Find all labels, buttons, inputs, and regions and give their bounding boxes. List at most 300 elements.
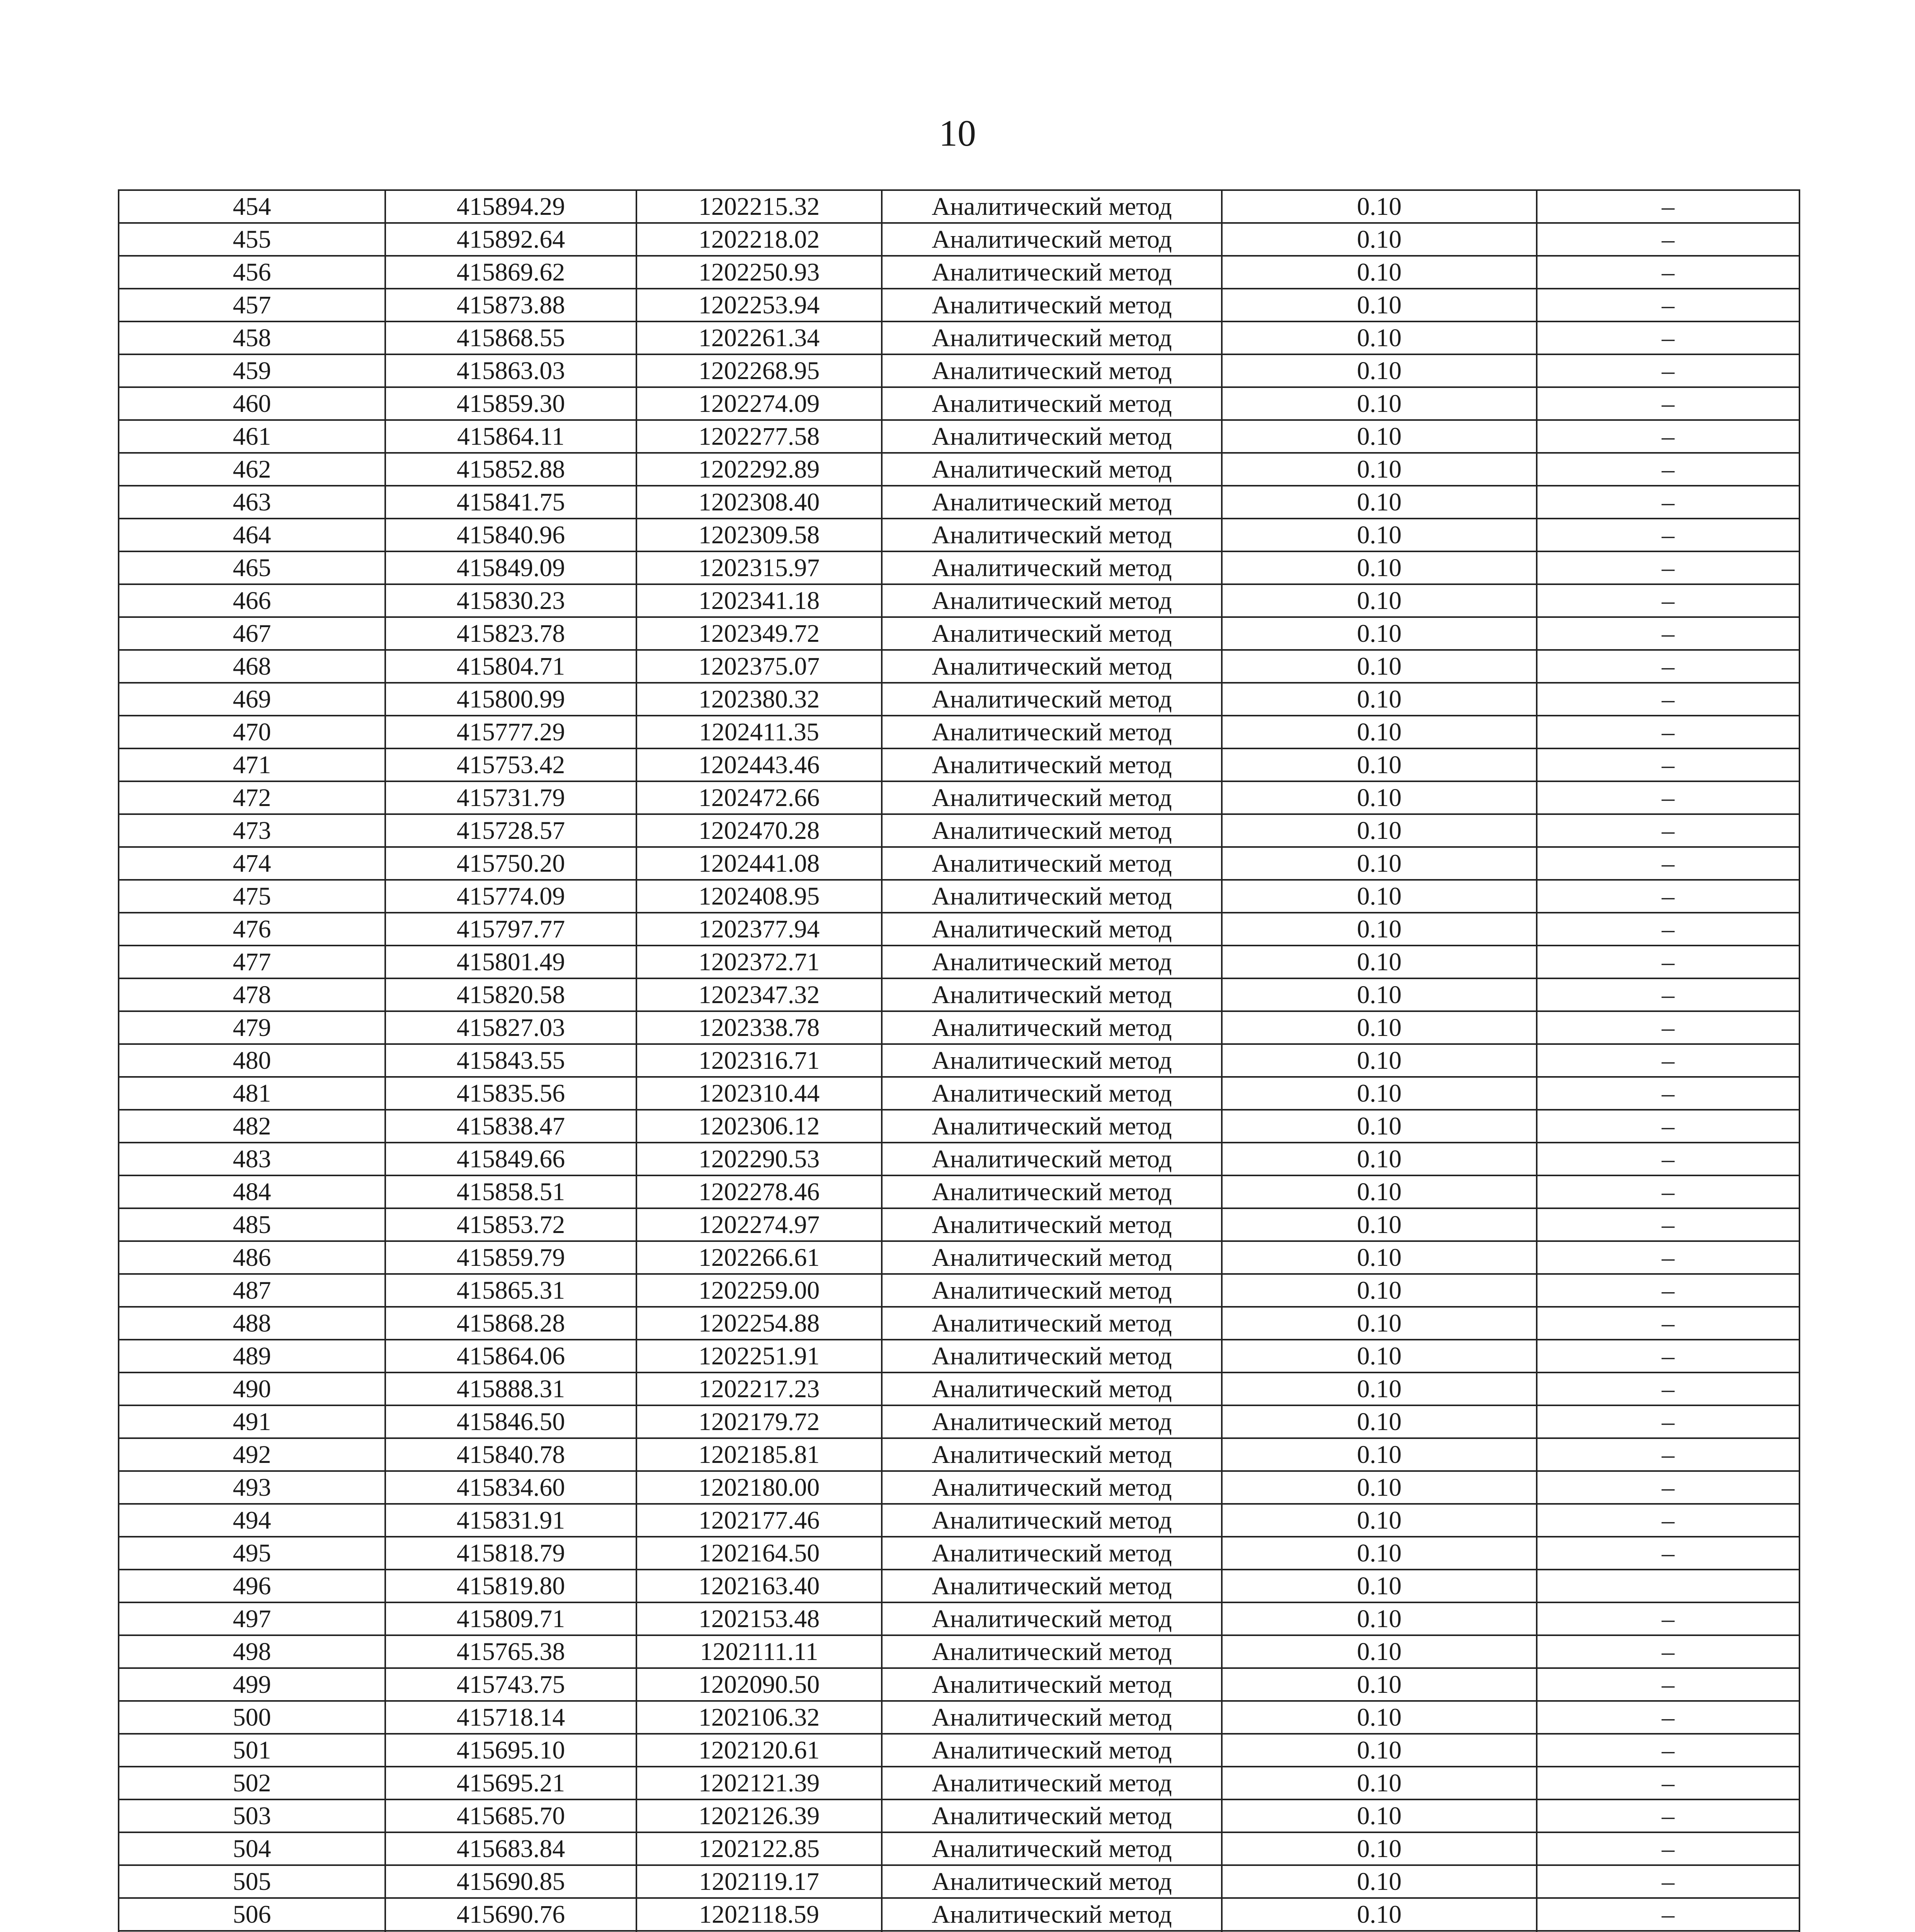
y-coordinate-cell: 1202251.91 [636, 1340, 882, 1372]
method-cell: Аналитический метод [882, 1898, 1222, 1931]
table-row [119, 1799, 1799, 1832]
method-cell: Аналитический метод [882, 1011, 1222, 1044]
accuracy-cell: 0.10 [1222, 453, 1537, 486]
y-coordinate-cell: 1202278.46 [636, 1175, 882, 1208]
note-cell: – [1537, 551, 1799, 584]
accuracy-cell: 0.10 [1222, 880, 1537, 913]
point-number-cell: 484 [119, 1175, 385, 1208]
accuracy-cell: 0.10 [1222, 978, 1537, 1011]
method-cell: Аналитический метод [882, 1208, 1222, 1241]
x-coordinate-cell: 415868.28 [385, 1307, 636, 1340]
table-row [119, 1865, 1799, 1898]
note-cell: – [1537, 716, 1799, 748]
table-row [119, 1471, 1799, 1504]
table-row [119, 1438, 1799, 1471]
method-cell: Аналитический метод [882, 1438, 1222, 1471]
accuracy-cell: 0.10 [1222, 1077, 1537, 1110]
note-cell: – [1537, 1044, 1799, 1077]
method-cell: Аналитический метод [882, 321, 1222, 354]
x-coordinate-cell: 415820.58 [385, 978, 636, 1011]
note-cell: – [1537, 387, 1799, 420]
y-coordinate-cell: 1202111.11 [636, 1635, 882, 1668]
point-number-cell: 489 [119, 1340, 385, 1372]
method-cell: Аналитический метод [882, 420, 1222, 453]
coordinates-table [118, 189, 1800, 1932]
table-row [119, 1898, 1799, 1931]
point-number-cell: 456 [119, 256, 385, 289]
method-cell: Аналитический метод [882, 453, 1222, 486]
table-row [119, 650, 1799, 683]
x-coordinate-cell: 415843.55 [385, 1044, 636, 1077]
y-coordinate-cell: 1202380.32 [636, 683, 882, 716]
method-cell: Аналитический метод [882, 1504, 1222, 1537]
method-cell: Аналитический метод [882, 519, 1222, 551]
table-row [119, 1175, 1799, 1208]
point-number-cell: 466 [119, 584, 385, 617]
x-coordinate-cell: 415801.49 [385, 946, 636, 978]
point-number-cell: 496 [119, 1570, 385, 1602]
point-number-cell: 465 [119, 551, 385, 584]
point-number-cell: 475 [119, 880, 385, 913]
point-number-cell: 488 [119, 1307, 385, 1340]
y-coordinate-cell: 1202177.46 [636, 1504, 882, 1537]
point-number-cell: 480 [119, 1044, 385, 1077]
point-number-cell: 468 [119, 650, 385, 683]
method-cell: Аналитический метод [882, 1077, 1222, 1110]
table-row [119, 190, 1799, 223]
x-coordinate-cell: 415859.30 [385, 387, 636, 420]
point-number-cell: 460 [119, 387, 385, 420]
table-row [119, 289, 1799, 321]
method-cell: Аналитический метод [882, 190, 1222, 223]
table-row [119, 683, 1799, 716]
y-coordinate-cell: 1202441.08 [636, 847, 882, 880]
note-cell: – [1537, 978, 1799, 1011]
accuracy-cell: 0.10 [1222, 1143, 1537, 1175]
x-coordinate-cell: 415838.47 [385, 1110, 636, 1143]
point-number-cell: 485 [119, 1208, 385, 1241]
note-cell: – [1537, 1799, 1799, 1832]
note-cell: – [1537, 880, 1799, 913]
accuracy-cell: 0.10 [1222, 190, 1537, 223]
point-number-cell: 500 [119, 1701, 385, 1734]
note-cell: – [1537, 781, 1799, 814]
table-row [119, 1635, 1799, 1668]
x-coordinate-cell: 415840.96 [385, 519, 636, 551]
point-number-cell: 493 [119, 1471, 385, 1504]
method-cell: Аналитический метод [882, 781, 1222, 814]
accuracy-cell: 0.10 [1222, 1471, 1537, 1504]
point-number-cell: 482 [119, 1110, 385, 1143]
note-cell: – [1537, 1668, 1799, 1701]
x-coordinate-cell: 415809.71 [385, 1602, 636, 1635]
point-number-cell: 464 [119, 519, 385, 551]
point-number-cell: 458 [119, 321, 385, 354]
point-number-cell: 504 [119, 1832, 385, 1865]
accuracy-cell: 0.10 [1222, 289, 1537, 321]
note-cell: – [1537, 190, 1799, 223]
note-cell: – [1537, 1175, 1799, 1208]
method-cell: Аналитический метод [882, 1471, 1222, 1504]
table-row [119, 453, 1799, 486]
method-cell: Аналитический метод [882, 551, 1222, 584]
x-coordinate-cell: 415864.06 [385, 1340, 636, 1372]
accuracy-cell: 0.10 [1222, 847, 1537, 880]
y-coordinate-cell: 1202106.32 [636, 1701, 882, 1734]
method-cell: Аналитический метод [882, 1865, 1222, 1898]
accuracy-cell: 0.10 [1222, 1865, 1537, 1898]
method-cell: Аналитический метод [882, 617, 1222, 650]
method-cell: Аналитический метод [882, 1274, 1222, 1307]
method-cell: Аналитический метод [882, 1668, 1222, 1701]
method-cell: Аналитический метод [882, 1044, 1222, 1077]
method-cell: Аналитический метод [882, 880, 1222, 913]
note-cell: – [1537, 913, 1799, 946]
method-cell: Аналитический метод [882, 289, 1222, 321]
y-coordinate-cell: 1202338.78 [636, 1011, 882, 1044]
accuracy-cell: 0.10 [1222, 913, 1537, 946]
method-cell: Аналитический метод [882, 748, 1222, 781]
table-row [119, 551, 1799, 584]
accuracy-cell: 0.10 [1222, 748, 1537, 781]
note-cell: – [1537, 1898, 1799, 1931]
table-row [119, 1734, 1799, 1767]
table-row [119, 1405, 1799, 1438]
table-row [119, 1143, 1799, 1175]
y-coordinate-cell: 1202121.39 [636, 1767, 882, 1799]
y-coordinate-cell: 1202316.71 [636, 1044, 882, 1077]
y-coordinate-cell: 1202163.40 [636, 1570, 882, 1602]
point-number-cell: 454 [119, 190, 385, 223]
note-cell: – [1537, 1504, 1799, 1537]
y-coordinate-cell: 1202315.97 [636, 551, 882, 584]
table-row [119, 1537, 1799, 1570]
accuracy-cell: 0.10 [1222, 716, 1537, 748]
table-row [119, 1110, 1799, 1143]
point-number-cell: 467 [119, 617, 385, 650]
point-number-cell: 491 [119, 1405, 385, 1438]
table-row [119, 1668, 1799, 1701]
method-cell: Аналитический метод [882, 978, 1222, 1011]
table-row [119, 1044, 1799, 1077]
x-coordinate-cell: 415894.29 [385, 190, 636, 223]
page-number: 10 [939, 112, 976, 154]
note-cell: – [1537, 321, 1799, 354]
note-cell: – [1537, 486, 1799, 519]
y-coordinate-cell: 1202306.12 [636, 1110, 882, 1143]
accuracy-cell: 0.10 [1222, 1241, 1537, 1274]
accuracy-cell: 0.10 [1222, 1307, 1537, 1340]
table-row [119, 1832, 1799, 1865]
y-coordinate-cell: 1202375.07 [636, 650, 882, 683]
table-row [119, 387, 1799, 420]
x-coordinate-cell: 415864.11 [385, 420, 636, 453]
note-cell [1537, 1570, 1799, 1602]
x-coordinate-cell: 415750.20 [385, 847, 636, 880]
method-cell: Аналитический метод [882, 1537, 1222, 1570]
method-cell: Аналитический метод [882, 814, 1222, 847]
note-cell: – [1537, 223, 1799, 256]
table-row [119, 1701, 1799, 1734]
note-cell: – [1537, 1208, 1799, 1241]
y-coordinate-cell: 1202215.32 [636, 190, 882, 223]
y-coordinate-cell: 1202372.71 [636, 946, 882, 978]
x-coordinate-cell: 415827.03 [385, 1011, 636, 1044]
x-coordinate-cell: 415743.75 [385, 1668, 636, 1701]
y-coordinate-cell: 1202277.58 [636, 420, 882, 453]
table-row [119, 1274, 1799, 1307]
accuracy-cell: 0.10 [1222, 1537, 1537, 1570]
point-number-cell: 499 [119, 1668, 385, 1701]
note-cell: – [1537, 1865, 1799, 1898]
y-coordinate-cell: 1202250.93 [636, 256, 882, 289]
accuracy-cell: 0.10 [1222, 946, 1537, 978]
x-coordinate-cell: 415777.29 [385, 716, 636, 748]
x-coordinate-cell: 415819.80 [385, 1570, 636, 1602]
accuracy-cell: 0.10 [1222, 1898, 1537, 1931]
point-number-cell: 481 [119, 1077, 385, 1110]
point-number-cell: 506 [119, 1898, 385, 1931]
accuracy-cell: 0.10 [1222, 1668, 1537, 1701]
y-coordinate-cell: 1202185.81 [636, 1438, 882, 1471]
x-coordinate-cell: 415830.23 [385, 584, 636, 617]
y-coordinate-cell: 1202254.88 [636, 1307, 882, 1340]
method-cell: Аналитический метод [882, 1832, 1222, 1865]
table-row [119, 913, 1799, 946]
method-cell: Аналитический метод [882, 1307, 1222, 1340]
note-cell: – [1537, 289, 1799, 321]
accuracy-cell: 0.10 [1222, 584, 1537, 617]
note-cell: – [1537, 1471, 1799, 1504]
note-cell: – [1537, 354, 1799, 387]
note-cell: – [1537, 584, 1799, 617]
method-cell: Аналитический метод [882, 1799, 1222, 1832]
point-number-cell: 463 [119, 486, 385, 519]
y-coordinate-cell: 1202126.39 [636, 1799, 882, 1832]
x-coordinate-cell: 415852.88 [385, 453, 636, 486]
accuracy-cell: 0.10 [1222, 814, 1537, 847]
y-coordinate-cell: 1202310.44 [636, 1077, 882, 1110]
x-coordinate-cell: 415846.50 [385, 1405, 636, 1438]
note-cell: – [1537, 1307, 1799, 1340]
accuracy-cell: 0.10 [1222, 617, 1537, 650]
table-row [119, 1340, 1799, 1372]
x-coordinate-cell: 415797.77 [385, 913, 636, 946]
accuracy-cell: 0.10 [1222, 1044, 1537, 1077]
y-coordinate-cell: 1202347.32 [636, 978, 882, 1011]
y-coordinate-cell: 1202261.34 [636, 321, 882, 354]
table-row [119, 420, 1799, 453]
x-coordinate-cell: 415695.10 [385, 1734, 636, 1767]
y-coordinate-cell: 1202122.85 [636, 1832, 882, 1865]
accuracy-cell: 0.10 [1222, 223, 1537, 256]
method-cell: Аналитический метод [882, 683, 1222, 716]
point-number-cell: 477 [119, 946, 385, 978]
x-coordinate-cell: 415683.84 [385, 1832, 636, 1865]
accuracy-cell: 0.10 [1222, 1011, 1537, 1044]
note-cell: – [1537, 683, 1799, 716]
point-number-cell: 486 [119, 1241, 385, 1274]
note-cell: – [1537, 1602, 1799, 1635]
accuracy-cell: 0.10 [1222, 1175, 1537, 1208]
table-row [119, 486, 1799, 519]
method-cell: Аналитический метод [882, 1635, 1222, 1668]
y-coordinate-cell: 1202259.00 [636, 1274, 882, 1307]
table-row [119, 880, 1799, 913]
x-coordinate-cell: 415892.64 [385, 223, 636, 256]
accuracy-cell: 0.10 [1222, 354, 1537, 387]
point-number-cell: 502 [119, 1767, 385, 1799]
accuracy-cell: 0.10 [1222, 650, 1537, 683]
point-number-cell: 479 [119, 1011, 385, 1044]
point-number-cell: 469 [119, 683, 385, 716]
x-coordinate-cell: 415840.78 [385, 1438, 636, 1471]
table-row [119, 584, 1799, 617]
note-cell: – [1537, 519, 1799, 551]
x-coordinate-cell: 415859.79 [385, 1241, 636, 1274]
accuracy-cell: 0.10 [1222, 1602, 1537, 1635]
y-coordinate-cell: 1202218.02 [636, 223, 882, 256]
y-coordinate-cell: 1202253.94 [636, 289, 882, 321]
x-coordinate-cell: 415835.56 [385, 1077, 636, 1110]
point-number-cell: 498 [119, 1635, 385, 1668]
y-coordinate-cell: 1202290.53 [636, 1143, 882, 1175]
method-cell: Аналитический метод [882, 946, 1222, 978]
x-coordinate-cell: 415774.09 [385, 880, 636, 913]
note-cell: – [1537, 1011, 1799, 1044]
point-number-cell: 462 [119, 453, 385, 486]
method-cell: Аналитический метод [882, 1372, 1222, 1405]
method-cell: Аналитический метод [882, 1405, 1222, 1438]
x-coordinate-cell: 415690.76 [385, 1898, 636, 1931]
y-coordinate-cell: 1202274.09 [636, 387, 882, 420]
note-cell: – [1537, 748, 1799, 781]
accuracy-cell: 0.10 [1222, 1701, 1537, 1734]
accuracy-cell: 0.10 [1222, 1635, 1537, 1668]
table-row [119, 1372, 1799, 1405]
table-row [119, 748, 1799, 781]
x-coordinate-cell: 415818.79 [385, 1537, 636, 1570]
table-row [119, 1011, 1799, 1044]
accuracy-cell: 0.10 [1222, 1734, 1537, 1767]
point-number-cell: 503 [119, 1799, 385, 1832]
note-cell: – [1537, 420, 1799, 453]
y-coordinate-cell: 1202217.23 [636, 1372, 882, 1405]
table-row [119, 354, 1799, 387]
y-coordinate-cell: 1202349.72 [636, 617, 882, 650]
point-number-cell: 472 [119, 781, 385, 814]
point-number-cell: 459 [119, 354, 385, 387]
note-cell: – [1537, 814, 1799, 847]
method-cell: Аналитический метод [882, 354, 1222, 387]
method-cell: Аналитический метод [882, 1110, 1222, 1143]
accuracy-cell: 0.10 [1222, 781, 1537, 814]
y-coordinate-cell: 1202411.35 [636, 716, 882, 748]
table-row [119, 256, 1799, 289]
y-coordinate-cell: 1202120.61 [636, 1734, 882, 1767]
note-cell: – [1537, 1241, 1799, 1274]
accuracy-cell: 0.10 [1222, 1340, 1537, 1372]
point-number-cell: 492 [119, 1438, 385, 1471]
x-coordinate-cell: 415690.85 [385, 1865, 636, 1898]
accuracy-cell: 0.10 [1222, 1767, 1537, 1799]
method-cell: Аналитический метод [882, 1767, 1222, 1799]
note-cell: – [1537, 1438, 1799, 1471]
table-row [119, 781, 1799, 814]
x-coordinate-cell: 415728.57 [385, 814, 636, 847]
point-number-cell: 471 [119, 748, 385, 781]
point-number-cell: 483 [119, 1143, 385, 1175]
note-cell: – [1537, 1832, 1799, 1865]
point-number-cell: 461 [119, 420, 385, 453]
method-cell: Аналитический метод [882, 716, 1222, 748]
point-number-cell: 505 [119, 1865, 385, 1898]
y-coordinate-cell: 1202268.95 [636, 354, 882, 387]
y-coordinate-cell: 1202443.46 [636, 748, 882, 781]
method-cell: Аналитический метод [882, 486, 1222, 519]
coordinates-table-body [119, 190, 1799, 1932]
note-cell: – [1537, 1405, 1799, 1438]
accuracy-cell: 0.10 [1222, 420, 1537, 453]
x-coordinate-cell: 415841.75 [385, 486, 636, 519]
y-coordinate-cell: 1202408.95 [636, 880, 882, 913]
x-coordinate-cell: 415849.09 [385, 551, 636, 584]
note-cell: – [1537, 256, 1799, 289]
table-row [119, 1241, 1799, 1274]
note-cell: – [1537, 1143, 1799, 1175]
y-coordinate-cell: 1202308.40 [636, 486, 882, 519]
table-row [119, 519, 1799, 551]
y-coordinate-cell: 1202090.50 [636, 1668, 882, 1701]
table-row [119, 1602, 1799, 1635]
y-coordinate-cell: 1202118.59 [636, 1898, 882, 1931]
table-row [119, 1077, 1799, 1110]
x-coordinate-cell: 415731.79 [385, 781, 636, 814]
table-row [119, 946, 1799, 978]
table-row [119, 223, 1799, 256]
method-cell: Аналитический метод [882, 1701, 1222, 1734]
accuracy-cell: 0.10 [1222, 321, 1537, 354]
method-cell: Аналитический метод [882, 913, 1222, 946]
note-cell: – [1537, 1537, 1799, 1570]
x-coordinate-cell: 415695.21 [385, 1767, 636, 1799]
note-cell: – [1537, 617, 1799, 650]
note-cell: – [1537, 1340, 1799, 1372]
point-number-cell: 497 [119, 1602, 385, 1635]
x-coordinate-cell: 415685.70 [385, 1799, 636, 1832]
y-coordinate-cell: 1202292.89 [636, 453, 882, 486]
note-cell: – [1537, 1274, 1799, 1307]
accuracy-cell: 0.10 [1222, 1799, 1537, 1832]
accuracy-cell: 0.10 [1222, 1110, 1537, 1143]
accuracy-cell: 0.10 [1222, 1570, 1537, 1602]
x-coordinate-cell: 415831.91 [385, 1504, 636, 1537]
point-number-cell: 476 [119, 913, 385, 946]
note-cell: – [1537, 650, 1799, 683]
note-cell: – [1537, 1372, 1799, 1405]
accuracy-cell: 0.10 [1222, 1208, 1537, 1241]
method-cell: Аналитический метод [882, 1570, 1222, 1602]
accuracy-cell: 0.10 [1222, 387, 1537, 420]
x-coordinate-cell: 415800.99 [385, 683, 636, 716]
table-row [119, 1504, 1799, 1537]
method-cell: Аналитический метод [882, 1734, 1222, 1767]
x-coordinate-cell: 415863.03 [385, 354, 636, 387]
note-cell: – [1537, 946, 1799, 978]
note-cell: – [1537, 1767, 1799, 1799]
method-cell: Аналитический метод [882, 387, 1222, 420]
accuracy-cell: 0.10 [1222, 1504, 1537, 1537]
